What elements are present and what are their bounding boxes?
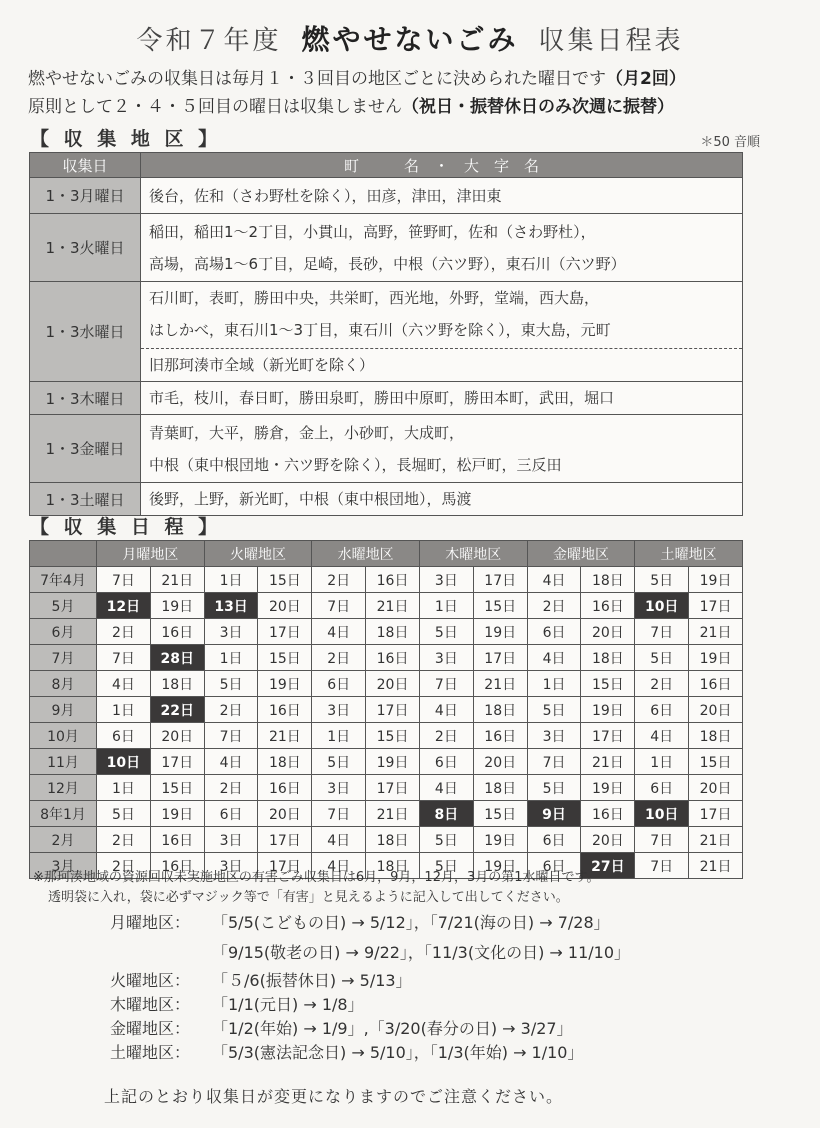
schedule-cell: 15日 — [258, 645, 312, 671]
holiday-change-text: 「５/6(振替休日) → 5/13」 — [212, 971, 412, 990]
schedule-month: 3月 — [30, 853, 97, 879]
schedule-row — [30, 645, 743, 671]
schedule-cell: 16日 — [473, 723, 527, 749]
area-names-line: 石川町，表町，勝田中央，共栄町，西光地，外野，堂端，西大島， — [149, 289, 600, 307]
schedule-cell: 21日 — [689, 853, 743, 879]
schedule-cell: 2日 — [97, 619, 151, 645]
schedule-cell: 2日 — [97, 853, 151, 879]
schedule-row — [30, 567, 743, 593]
intro-line-2-text: 原則として２・４・５回目の曜日は収集しません — [28, 97, 402, 117]
schedule-row — [30, 749, 743, 775]
holiday-change-text: 「9/15(敬老の日) → 9/22」，「11/3(文化の日) → 11/10」 — [212, 943, 631, 962]
schedule-cell: 5日 — [312, 749, 366, 775]
area-day: 1・3木曜日 — [30, 382, 141, 415]
schedule-month: 11月 — [30, 749, 97, 775]
schedule-cell: 16日 — [150, 827, 204, 853]
schedule-cell: 19日 — [689, 567, 743, 593]
area-day: 1・3月曜日 — [30, 178, 141, 214]
schedule-cell: 4日 — [312, 827, 366, 853]
holiday-change-label: 金曜地区： — [110, 1019, 191, 1038]
schedule-month: 8月 — [30, 671, 97, 697]
intro-line-2-bold: （祝日・振替休日のみ次週に振替） — [402, 97, 674, 117]
area-day: 1・3土曜日 — [30, 483, 141, 516]
schedule-col-header: 土曜地区 — [635, 541, 743, 567]
schedule-cell: 17日 — [258, 853, 312, 879]
area-names-line: 稲田，稲田1～2丁目，小貫山，高野，笹野町，佐和（さわ野杜）， — [149, 222, 596, 241]
schedule-cell: 15日 — [150, 775, 204, 801]
schedule-cell: 17日 — [581, 723, 635, 749]
schedule-cell: 4日 — [312, 619, 366, 645]
schedule-cell-changed: 8日 — [419, 801, 473, 827]
schedule-cell: 21日 — [581, 749, 635, 775]
holiday-change-line — [110, 940, 630, 963]
schedule-cell-changed: 10日 — [635, 801, 689, 827]
holiday-change-label: 土曜地区： — [110, 1043, 191, 1062]
schedule-cell: 16日 — [581, 593, 635, 619]
bottom-note: 上記のとおり収集日が変更になりますのでご注意ください。 — [104, 1087, 564, 1106]
schedule-cell: 7日 — [204, 723, 258, 749]
schedule-cell: 19日 — [473, 853, 527, 879]
schedule-cell-changed: 10日 — [97, 749, 151, 775]
schedule-cell: 18日 — [258, 749, 312, 775]
schedule-cell: 20日 — [258, 593, 312, 619]
schedule-cell: 2日 — [312, 567, 366, 593]
schedule-cell: 15日 — [473, 801, 527, 827]
schedule-cell: 3日 — [204, 827, 258, 853]
schedule-section-title: 【 収 集 日 程 】 — [30, 516, 222, 538]
schedule-cell: 21日 — [150, 567, 204, 593]
area-row — [30, 178, 743, 214]
schedule-cell: 6日 — [527, 853, 581, 879]
schedule-col-header: 金曜地区 — [527, 541, 635, 567]
schedule-cell: 20日 — [689, 697, 743, 723]
schedule-cell: 6日 — [419, 749, 473, 775]
schedule-cell: 19日 — [581, 697, 635, 723]
schedule-cell: 2日 — [204, 697, 258, 723]
schedule-cell: 3日 — [419, 567, 473, 593]
schedule-cell: 18日 — [366, 827, 420, 853]
schedule-cell: 6日 — [97, 723, 151, 749]
schedule-cell: 19日 — [473, 619, 527, 645]
schedule-row — [30, 801, 743, 827]
area-names-line: 後台，佐和（さわ野杜を除く），田彦，津田，津田東 — [149, 186, 502, 205]
schedule-cell-changed: 13日 — [204, 593, 258, 619]
area-names — [141, 214, 743, 282]
schedule-cell-changed: 10日 — [635, 593, 689, 619]
schedule-cell: 7日 — [635, 827, 689, 853]
schedule-cell: 7日 — [419, 671, 473, 697]
area-names-extra: 旧那珂湊市全域（新光町を除く） — [141, 348, 742, 381]
area-names-line: 中根（東中根団地・六ツ野を除く），長堀町，松戸町，三反田 — [149, 455, 562, 474]
schedule-cell: 1日 — [527, 671, 581, 697]
schedule-cell: 19日 — [366, 749, 420, 775]
schedule-cell: 5日 — [635, 645, 689, 671]
schedule-cell: 3日 — [419, 645, 473, 671]
schedule-cell: 19日 — [150, 801, 204, 827]
schedule-cell: 16日 — [258, 775, 312, 801]
schedule-month: 7年4月 — [30, 567, 97, 593]
schedule-row — [30, 775, 743, 801]
schedule-row — [30, 619, 743, 645]
schedule-cell: 6日 — [312, 671, 366, 697]
area-names — [141, 483, 743, 516]
area-row — [30, 282, 743, 382]
holiday-change-line — [110, 910, 610, 933]
holiday-change-text: 「1/1(元日) → 1/8」 — [212, 995, 364, 1014]
schedule-cell-changed: 28日 — [150, 645, 204, 671]
schedule-cell: 1日 — [97, 775, 151, 801]
schedule-cell: 4日 — [312, 853, 366, 879]
areas-col-day: 収集日 — [30, 153, 141, 178]
schedule-col-header: 水曜地区 — [312, 541, 420, 567]
schedule-cell-changed: 12日 — [97, 593, 151, 619]
schedule-cell: 2日 — [527, 593, 581, 619]
schedule-cell: 16日 — [366, 567, 420, 593]
footnote-line-2: 透明袋に入れ，袋に必ずマジック等で「有害」と見えるように記入して出してください。 — [48, 890, 569, 905]
schedule-cell: 1日 — [419, 593, 473, 619]
schedule-cell: 2日 — [635, 671, 689, 697]
schedule-cell: 5日 — [419, 853, 473, 879]
holiday-change-label: 火曜地区： — [110, 971, 191, 990]
schedule-cell: 2日 — [419, 723, 473, 749]
page-title — [0, 18, 820, 58]
title-sub: 収集日程表 — [538, 26, 684, 56]
schedule-cell: 7日 — [97, 645, 151, 671]
area-names — [141, 382, 743, 415]
schedule-cell: 6日 — [204, 801, 258, 827]
schedule-cell: 17日 — [689, 593, 743, 619]
schedule-cell: 17日 — [366, 697, 420, 723]
areas-table — [29, 152, 743, 516]
schedule-cell: 5日 — [419, 827, 473, 853]
schedule-cell: 20日 — [689, 775, 743, 801]
schedule-month: 2月 — [30, 827, 97, 853]
schedule-cell: 21日 — [689, 619, 743, 645]
footnote-line-1: ※那珂湊地域の資源回収未実施地区の有害ごみ収集日は6月，9月，12月，3月の第1水曜日です。 — [33, 870, 600, 885]
schedule-cell-changed: 22日 — [150, 697, 204, 723]
schedule-cell: 16日 — [258, 697, 312, 723]
schedule-cell: 4日 — [97, 671, 151, 697]
holiday-change-line — [110, 992, 364, 1015]
schedule-cell: 18日 — [150, 671, 204, 697]
schedule-cell: 7日 — [312, 593, 366, 619]
schedule-cell: 16日 — [366, 645, 420, 671]
schedule-table — [29, 540, 743, 879]
schedule-cell: 19日 — [581, 775, 635, 801]
schedule-cell: 21日 — [258, 723, 312, 749]
schedule-cell: 16日 — [689, 671, 743, 697]
area-day: 1・3金曜日 — [30, 415, 141, 483]
schedule-cell: 20日 — [258, 801, 312, 827]
schedule-cell: 1日 — [635, 749, 689, 775]
title-main: 燃やせないごみ — [301, 23, 519, 56]
areas-col-names: 町 名 ・ 大 字 名 — [141, 153, 743, 178]
area-row — [30, 415, 743, 483]
schedule-month: 7月 — [30, 645, 97, 671]
schedule-cell: 3日 — [204, 853, 258, 879]
schedule-cell: 5日 — [419, 619, 473, 645]
schedule-corner — [30, 541, 97, 567]
area-names-line: 高場，高場1～6丁目，足崎，長砂，中根（六ツ野），東石川（六ツ野） — [149, 254, 626, 273]
schedule-cell: 18日 — [689, 723, 743, 749]
schedule-cell: 16日 — [150, 619, 204, 645]
intro-line-1 — [28, 64, 686, 89]
schedule-cell: 6日 — [635, 697, 689, 723]
schedule-month: 12月 — [30, 775, 97, 801]
schedule-cell: 21日 — [366, 593, 420, 619]
area-day: 1・3水曜日 — [30, 282, 141, 382]
sort-note: ＊50 音順 — [700, 135, 760, 150]
holiday-change-line — [110, 1016, 573, 1039]
schedule-row — [30, 593, 743, 619]
schedule-cell: 19日 — [258, 671, 312, 697]
schedule-cell: 15日 — [473, 593, 527, 619]
schedule-row — [30, 671, 743, 697]
schedule-cell: 5日 — [527, 697, 581, 723]
schedule-cell: 19日 — [150, 593, 204, 619]
schedule-month: 8年1月 — [30, 801, 97, 827]
area-row — [30, 483, 743, 516]
schedule-cell: 1日 — [204, 567, 258, 593]
title-year: 令和７年度 — [136, 26, 282, 56]
schedule-cell: 3日 — [527, 723, 581, 749]
area-names-line: 後野，上野，新光町，中根（東中根団地），馬渡 — [149, 490, 472, 508]
schedule-cell: 18日 — [581, 645, 635, 671]
holiday-change-label: 月曜地区： — [110, 913, 191, 932]
schedule-cell: 16日 — [581, 801, 635, 827]
schedule-col-header: 木曜地区 — [419, 541, 527, 567]
schedule-cell: 17日 — [689, 801, 743, 827]
schedule-cell: 17日 — [258, 619, 312, 645]
schedule-cell: 17日 — [150, 749, 204, 775]
holiday-change-text: 「5/3(憲法記念日) → 5/10」，「1/3(年始) → 1/10」 — [212, 1043, 584, 1062]
schedule-cell: 1日 — [204, 645, 258, 671]
areas-section-title: 【 収 集 地 区 】 — [30, 128, 222, 150]
schedule-cell: 1日 — [97, 697, 151, 723]
schedule-cell: 18日 — [366, 619, 420, 645]
holiday-change-text: 「5/5(こどもの日) → 5/12」，「7/21(海の日) → 7/28」 — [212, 913, 610, 932]
schedule-month: 10月 — [30, 723, 97, 749]
schedule-cell: 4日 — [419, 697, 473, 723]
schedule-cell: 7日 — [635, 619, 689, 645]
schedule-cell: 21日 — [366, 801, 420, 827]
schedule-cell: 19日 — [689, 645, 743, 671]
schedule-cell: 20日 — [366, 671, 420, 697]
schedule-cell: 4日 — [635, 723, 689, 749]
area-day: 1・3火曜日 — [30, 214, 141, 282]
schedule-cell: 5日 — [204, 671, 258, 697]
schedule-cell: 15日 — [581, 671, 635, 697]
schedule-col-header: 火曜地区 — [204, 541, 312, 567]
schedule-month: 9月 — [30, 697, 97, 723]
schedule-cell: 20日 — [581, 619, 635, 645]
area-names — [141, 415, 743, 483]
schedule-cell: 7日 — [635, 853, 689, 879]
schedule-cell: 21日 — [473, 671, 527, 697]
schedule-cell: 3日 — [312, 697, 366, 723]
schedule-cell: 4日 — [419, 775, 473, 801]
schedule-row — [30, 697, 743, 723]
area-names-line: 青葉町，大平，勝倉，金上，小砂町，大成町， — [149, 423, 465, 442]
schedule-cell-changed: 9日 — [527, 801, 581, 827]
schedule-cell: 3日 — [204, 619, 258, 645]
area-names — [141, 178, 743, 214]
holiday-change-line — [110, 1040, 584, 1063]
schedule-cell: 5日 — [635, 567, 689, 593]
schedule-cell: 17日 — [258, 827, 312, 853]
schedule-cell: 20日 — [473, 749, 527, 775]
schedule-cell: 15日 — [689, 749, 743, 775]
schedule-cell: 4日 — [527, 645, 581, 671]
schedule-cell: 16日 — [150, 853, 204, 879]
schedule-cell: 4日 — [527, 567, 581, 593]
area-row — [30, 214, 743, 282]
schedule-cell: 3日 — [312, 775, 366, 801]
schedule-cell-changed: 27日 — [581, 853, 635, 879]
schedule-cell: 18日 — [473, 697, 527, 723]
schedule-row — [30, 723, 743, 749]
holiday-change-label: 木曜地区： — [110, 995, 191, 1014]
schedule-cell: 6日 — [635, 775, 689, 801]
schedule-cell: 17日 — [473, 645, 527, 671]
area-names-line: 市毛，枝川，春日町，勝田泉町，勝田中原町，勝田本町，武田，堀口 — [149, 389, 615, 407]
intro-line-2 — [28, 92, 674, 117]
schedule-cell: 7日 — [312, 801, 366, 827]
schedule-cell: 2日 — [97, 827, 151, 853]
schedule-cell: 19日 — [473, 827, 527, 853]
schedule-cell: 6日 — [527, 619, 581, 645]
area-row — [30, 382, 743, 415]
schedule-cell: 18日 — [581, 567, 635, 593]
schedule-cell: 7日 — [97, 567, 151, 593]
schedule-cell: 17日 — [366, 775, 420, 801]
schedule-cell: 5日 — [527, 775, 581, 801]
schedule-cell: 18日 — [473, 775, 527, 801]
schedule-cell: 21日 — [689, 827, 743, 853]
schedule-cell: 1日 — [312, 723, 366, 749]
schedule-cell: 15日 — [366, 723, 420, 749]
schedule-cell: 2日 — [204, 775, 258, 801]
area-names — [141, 282, 743, 382]
schedule-row — [30, 827, 743, 853]
schedule-cell: 2日 — [312, 645, 366, 671]
schedule-cell: 7日 — [527, 749, 581, 775]
schedule-cell: 18日 — [366, 853, 420, 879]
schedule-cell: 4日 — [204, 749, 258, 775]
area-names-line: はしかべ，東石川1～3丁目，東石川（六ツ野を除く），東大島，元町 — [149, 321, 611, 339]
schedule-month: 5月 — [30, 593, 97, 619]
holiday-change-line — [110, 968, 412, 991]
schedule-col-header: 月曜地区 — [97, 541, 205, 567]
intro-line-1-bold: （月2回） — [606, 69, 686, 89]
schedule-cell: 5日 — [97, 801, 151, 827]
schedule-cell: 6日 — [527, 827, 581, 853]
schedule-cell: 15日 — [258, 567, 312, 593]
schedule-cell: 20日 — [581, 827, 635, 853]
holiday-change-text: 「1/2(年始) → 1/9」,「3/20(春分の日) → 3/27」 — [212, 1019, 573, 1038]
schedule-cell: 17日 — [473, 567, 527, 593]
schedule-cell: 20日 — [150, 723, 204, 749]
intro-line-1-text: 燃やせないごみの収集日は毎月１・３回目の地区ごとに決められた曜日です — [28, 69, 606, 89]
schedule-month: 6月 — [30, 619, 97, 645]
